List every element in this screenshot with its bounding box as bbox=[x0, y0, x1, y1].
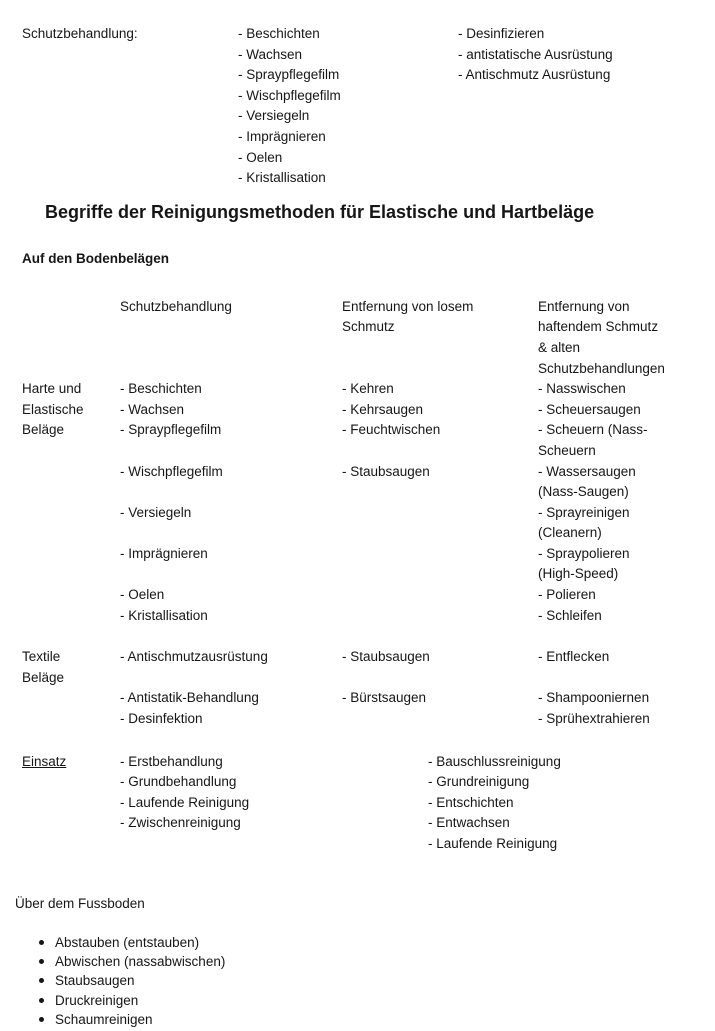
bullet-list-item bbox=[22, 1010, 700, 1029]
row-label-underlined: Einsatz bbox=[22, 753, 67, 769]
text-cell bbox=[342, 606, 538, 627]
text-cell bbox=[342, 564, 538, 585]
text-cell: - Antischmutzausrüstung bbox=[120, 649, 268, 665]
text-cell: (High-Speed) bbox=[538, 566, 619, 582]
text-cell bbox=[22, 772, 120, 793]
text-cell: - Versiegeln bbox=[238, 108, 310, 124]
text-cell: - Spraypflegefilm bbox=[238, 67, 340, 83]
bullet-list-item-label: Abstauben (entstauben) bbox=[55, 934, 200, 950]
bullet-icon bbox=[39, 940, 44, 945]
text-cell: - Nasswischen bbox=[538, 381, 626, 397]
text-cell: - Spraypflegefilm bbox=[120, 422, 222, 438]
text-cell: - Erstbehandlung bbox=[120, 753, 223, 769]
text-cell: - Bauschlussreinigung bbox=[428, 753, 561, 769]
text-cell bbox=[22, 148, 238, 169]
text-cell bbox=[120, 834, 428, 855]
text-cell bbox=[22, 523, 120, 544]
text-cell: - antistatische Ausrüstung bbox=[458, 46, 613, 62]
bullet-list-item bbox=[22, 952, 700, 971]
bullet-list-item-label: Druckreinigen bbox=[55, 992, 139, 1008]
text-cell: - Polieren bbox=[538, 587, 596, 603]
text-cell: - Entflecken bbox=[538, 649, 610, 665]
protective-treatment-intro-table bbox=[22, 24, 700, 189]
text-cell: - Wischpflegefilm bbox=[120, 463, 223, 479]
text-cell: - Grundreinigung bbox=[428, 774, 530, 790]
text-cell bbox=[22, 462, 120, 483]
text-cell: - Staubsaugen bbox=[342, 463, 430, 479]
bullet-icon bbox=[39, 978, 44, 983]
text-cell: - Wassersaugen bbox=[538, 463, 636, 479]
bullet-list-item-label: Schaumreinigen bbox=[55, 1012, 153, 1028]
bullet-icon bbox=[39, 1017, 44, 1022]
text-cell bbox=[120, 668, 342, 689]
text-cell: - Oelen bbox=[120, 587, 165, 603]
text-cell bbox=[120, 441, 342, 462]
text-cell bbox=[22, 709, 120, 730]
text-cell: - Versiegeln bbox=[120, 504, 192, 520]
text-cell bbox=[22, 338, 120, 359]
text-cell bbox=[22, 544, 120, 565]
text-cell: Schmutz bbox=[342, 319, 395, 335]
text-cell bbox=[342, 544, 538, 565]
text-cell: (Nass-Saugen) bbox=[538, 484, 629, 500]
text-cell bbox=[342, 585, 538, 606]
text-cell bbox=[120, 359, 342, 380]
main-table-header-row bbox=[22, 297, 700, 379]
text-cell: Schutzbehandlung bbox=[120, 298, 232, 314]
text-cell bbox=[458, 127, 700, 148]
text-cell: - Beschichten bbox=[238, 26, 320, 41]
text-cell: - Shampooniernen bbox=[538, 690, 650, 706]
text-cell bbox=[22, 503, 120, 524]
text-cell bbox=[458, 106, 700, 127]
text-cell bbox=[22, 606, 120, 627]
text-cell: - Antistatik-Behandlung bbox=[120, 690, 259, 706]
text-cell bbox=[22, 834, 120, 855]
above-floor-bullet-list bbox=[22, 933, 700, 1030]
bullet-list-item bbox=[22, 971, 700, 990]
text-cell: - Beschichten bbox=[120, 381, 202, 397]
text-cell: - Laufende Reinigung bbox=[120, 794, 250, 810]
text-cell bbox=[458, 86, 700, 107]
text-cell bbox=[22, 813, 120, 834]
text-cell bbox=[22, 168, 238, 189]
text-cell bbox=[120, 482, 342, 503]
bullet-list-item-label: Abwischen (nassabwischen) bbox=[55, 954, 226, 969]
section-heading-on-floor: Auf den Bodenbelägen bbox=[22, 250, 170, 266]
bullet-icon bbox=[39, 998, 44, 1003]
text-cell bbox=[120, 317, 342, 338]
text-cell: - Kehren bbox=[342, 381, 394, 397]
text-cell: Schutzbehandlung: bbox=[22, 26, 138, 41]
text-cell bbox=[538, 668, 700, 689]
text-cell: - Antischmutz Ausrüstung bbox=[458, 67, 611, 83]
text-cell bbox=[342, 709, 538, 730]
text-cell: Scheuern bbox=[538, 442, 596, 458]
text-cell bbox=[120, 338, 342, 359]
text-cell: - Entschichten bbox=[428, 794, 514, 810]
text-cell: - Laufende Reinigung bbox=[428, 836, 558, 851]
text-cell: Entfernung von bbox=[538, 298, 630, 314]
text-cell bbox=[342, 359, 538, 380]
text-cell bbox=[120, 523, 342, 544]
text-cell: - Kristallisation bbox=[238, 170, 326, 186]
text-cell: - Grundbehandlung bbox=[120, 774, 237, 790]
text-cell: - Sprühextrahieren bbox=[538, 711, 650, 727]
einsatz-table bbox=[22, 752, 700, 855]
text-cell: Beläge bbox=[22, 669, 65, 685]
text-cell bbox=[22, 317, 120, 338]
text-cell: - Desinfektion bbox=[120, 711, 203, 727]
text-cell bbox=[22, 793, 120, 814]
text-cell: - Sprayreinigen bbox=[538, 504, 630, 520]
text-cell: - Wachsen bbox=[120, 401, 185, 417]
text-cell: - Desinfizieren bbox=[458, 26, 545, 41]
text-cell: - Kehrsaugen bbox=[342, 401, 424, 417]
text-cell: - Scheuersaugen bbox=[538, 401, 641, 417]
text-cell: - Imprägnieren bbox=[120, 545, 208, 561]
text-cell: - Schleifen bbox=[538, 607, 602, 623]
bullet-list-item bbox=[22, 933, 700, 952]
text-cell: - Entwachsen bbox=[428, 815, 510, 831]
bullet-list-item-label: Staubsaugen bbox=[55, 973, 135, 989]
text-cell bbox=[22, 585, 120, 606]
text-cell bbox=[22, 297, 120, 318]
text-cell: - Wachsen bbox=[238, 46, 303, 62]
text-cell bbox=[22, 45, 238, 66]
text-cell bbox=[22, 359, 120, 380]
text-cell bbox=[458, 148, 700, 169]
text-cell bbox=[22, 482, 120, 503]
text-cell: Harte und bbox=[22, 381, 82, 397]
text-cell bbox=[342, 503, 538, 524]
text-cell bbox=[342, 482, 538, 503]
main-table-textile-rows bbox=[22, 647, 700, 729]
text-cell: Elastische bbox=[22, 401, 84, 417]
text-cell: - Scheuern (Nass- bbox=[538, 422, 648, 438]
text-cell: Schutzbehandlungen bbox=[538, 360, 665, 376]
section-heading-above-floor: Über dem Fussboden bbox=[15, 895, 145, 911]
main-table-hard-elastic-rows bbox=[22, 379, 700, 626]
text-cell bbox=[22, 127, 238, 148]
text-cell: Entfernung von losem bbox=[342, 298, 474, 314]
text-cell: - Wischpflegefilm bbox=[238, 87, 341, 103]
text-cell: - Spraypolieren bbox=[538, 545, 630, 561]
text-cell: - Zwischenreinigung bbox=[120, 815, 241, 831]
text-cell: - Imprägnieren bbox=[238, 128, 326, 144]
text-cell: Beläge bbox=[22, 422, 65, 438]
text-cell: - Oelen bbox=[238, 149, 283, 165]
text-cell bbox=[22, 106, 238, 127]
text-cell bbox=[342, 668, 538, 689]
text-cell bbox=[22, 86, 238, 107]
text-cell bbox=[342, 441, 538, 462]
text-cell: haftendem Schmutz bbox=[538, 319, 659, 335]
text-cell bbox=[342, 338, 538, 359]
text-cell bbox=[120, 564, 342, 585]
text-cell bbox=[22, 564, 120, 585]
text-cell: - Staubsaugen bbox=[342, 649, 430, 665]
text-cell: & alten bbox=[538, 339, 581, 355]
text-cell: Textile bbox=[22, 649, 61, 665]
text-cell: - Feuchtwischen bbox=[342, 422, 441, 438]
text-cell: (Cleanern) bbox=[538, 525, 602, 541]
text-cell: - Bürstsaugen bbox=[342, 690, 427, 706]
text-cell bbox=[458, 168, 700, 189]
text-cell bbox=[342, 523, 538, 544]
bullet-icon bbox=[39, 959, 44, 964]
text-cell: - Kristallisation bbox=[120, 607, 208, 623]
text-cell bbox=[22, 688, 120, 709]
text-cell bbox=[22, 441, 120, 462]
page-title: Begriffe der Reinigungsmethoden für Elastische und Hartbeläge bbox=[45, 201, 595, 222]
bullet-list-item bbox=[22, 991, 700, 1010]
text-cell bbox=[22, 65, 238, 86]
